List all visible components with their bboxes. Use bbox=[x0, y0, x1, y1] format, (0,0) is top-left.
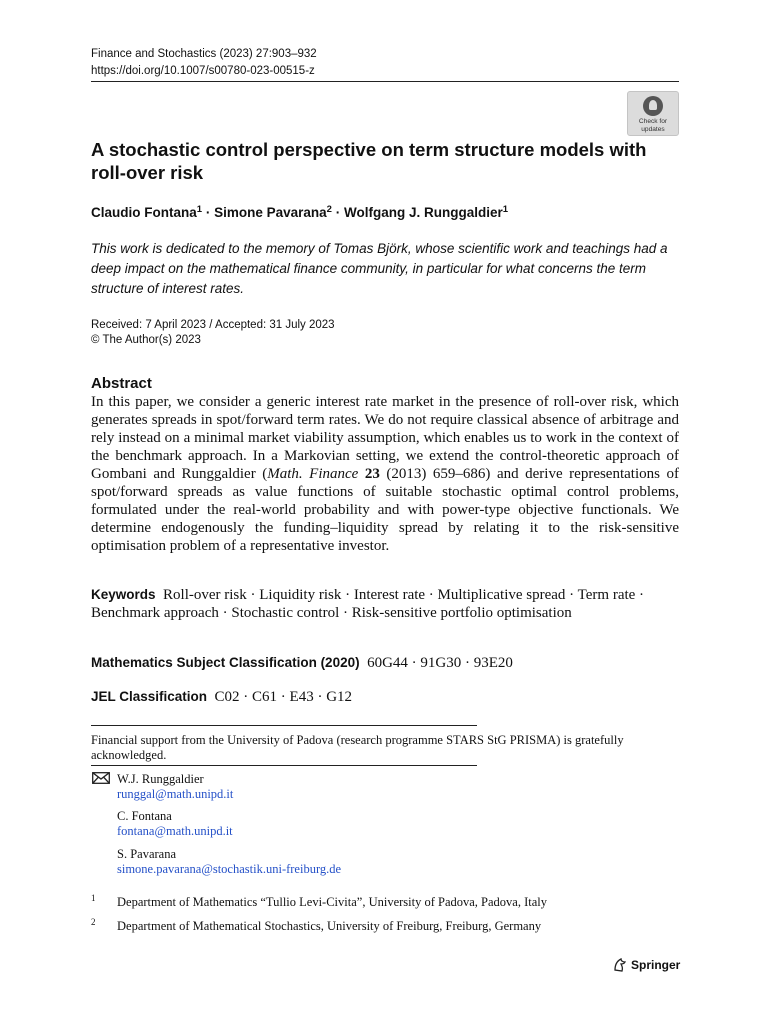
funding-note: Financial support from the University of Padova (research programme STARS StG PRISMA) is gratefully acknowledged. bbox=[91, 733, 624, 762]
abstract-body: In this paper, we consider a generic interest rate market in the presence of roll-over risk, which generates spreads in spot/forward term rates. We do not require classical absence of arbitrage and rely instead on a minimal market viability assumption, which enables us to work in the context of the benchmark approach. In a Markovian setting, we extend the control-theoretic approach of Gombani and Runggaldier (Math. Finance 23 (2013) 659–686) and derive representations of spot/forward spreads as value functions of suitable stochastic optimal control problems, formulated under the real-world probability and with power-type objective functionals. We determine endogenously the funding–liquidity spread by relating it to the risk-sensitive optimisation problem of a representative investor. bbox=[91, 394, 679, 554]
publication-dates bbox=[91, 318, 335, 348]
doi-link[interactable]: https://doi.org/10.1007/s00780-023-00515-z bbox=[91, 65, 315, 77]
keywords-label: Keywords bbox=[91, 587, 156, 602]
volume-number: 23 bbox=[364, 466, 380, 482]
envelope-icon bbox=[92, 772, 110, 784]
check-for-updates-badge[interactable] bbox=[627, 91, 679, 136]
affiliation-text: Department of Mathematics “Tullio Levi-Civita”, University of Padova, Padova, Italy bbox=[117, 895, 547, 909]
msc-codes: 60G44 · 91G30 · 93E20 bbox=[367, 655, 513, 671]
author-name: Claudio Fontana bbox=[91, 205, 197, 220]
jel-codes: C02 · C61 · E43 · G12 bbox=[214, 689, 353, 705]
copyright: © The Author(s) 2023 bbox=[91, 334, 201, 346]
affiliation-number: 1 bbox=[91, 893, 96, 903]
footnote-rule bbox=[91, 725, 477, 726]
contact-email[interactable]: fontana@math.unipd.it bbox=[117, 824, 233, 838]
journal-citation: Finance and Stochastics (2023) 27:903–932 bbox=[91, 48, 317, 60]
contact-entry bbox=[117, 809, 233, 839]
msc-label: Mathematics Subject Classification (2020) bbox=[91, 655, 360, 670]
contact-name: C. Fontana bbox=[117, 809, 172, 823]
author-affil-sup: 2 bbox=[326, 204, 332, 215]
contact-entry bbox=[117, 772, 233, 802]
publisher-name: Springer bbox=[631, 958, 681, 972]
footnote-rule bbox=[91, 765, 477, 766]
affiliation-number: 2 bbox=[91, 917, 96, 927]
badge-label: Check for updates bbox=[638, 118, 668, 133]
dedication: This work is dedicated to the memory of Tomas Björk, whose scientific work and teachings had a deep impact on the mathematical finance community, in particular for what concerns the term structure of interest rates. bbox=[91, 241, 668, 296]
contact-entry bbox=[117, 847, 341, 877]
contact-name: W.J. Runggaldier bbox=[117, 772, 204, 786]
author-list bbox=[91, 204, 508, 220]
author-separator: · bbox=[205, 205, 211, 220]
keywords bbox=[91, 586, 679, 622]
msc-classification bbox=[91, 655, 513, 672]
contact-email[interactable]: simone.pavarana@stochastik.uni-freiburg.de bbox=[117, 862, 342, 876]
contact-name: S. Pavarana bbox=[117, 847, 177, 861]
author-affil-sup: 1 bbox=[502, 204, 509, 215]
journal-reference: Math. Finance bbox=[267, 466, 359, 482]
publisher-logo bbox=[612, 957, 680, 973]
keywords-text: Roll-over risk · Liquidity risk · Interest rate · Multiplicative spread · Term rate · Benchmark approach · Stochastic control · Risk-sensitive portfolio optimisation bbox=[91, 587, 645, 621]
author-name: Wolfgang J. Runggaldier bbox=[343, 205, 503, 220]
affiliation-text: Department of Mathematical Stochastics, University of Freiburg, Freiburg, Germany bbox=[117, 919, 542, 933]
abstract-heading: Abstract bbox=[91, 375, 152, 392]
springer-horse-icon bbox=[612, 957, 628, 973]
contact-email[interactable]: runggal@math.unipd.it bbox=[117, 787, 234, 801]
header-rule bbox=[91, 81, 679, 82]
author-affil-sup: 1 bbox=[196, 204, 203, 215]
paper-title: A stochastic control perspective on term structure models with roll-over risk bbox=[91, 139, 647, 183]
jel-classification bbox=[91, 689, 352, 706]
author-name: Simone Pavarana bbox=[214, 205, 327, 220]
jel-label: JEL Classification bbox=[91, 689, 208, 704]
journal-header bbox=[91, 46, 317, 80]
received-accepted: Received: 7 April 2023 / Accepted: 31 July 2023 bbox=[91, 319, 335, 331]
author-separator: · bbox=[335, 205, 341, 220]
bookmark-icon bbox=[643, 96, 663, 116]
